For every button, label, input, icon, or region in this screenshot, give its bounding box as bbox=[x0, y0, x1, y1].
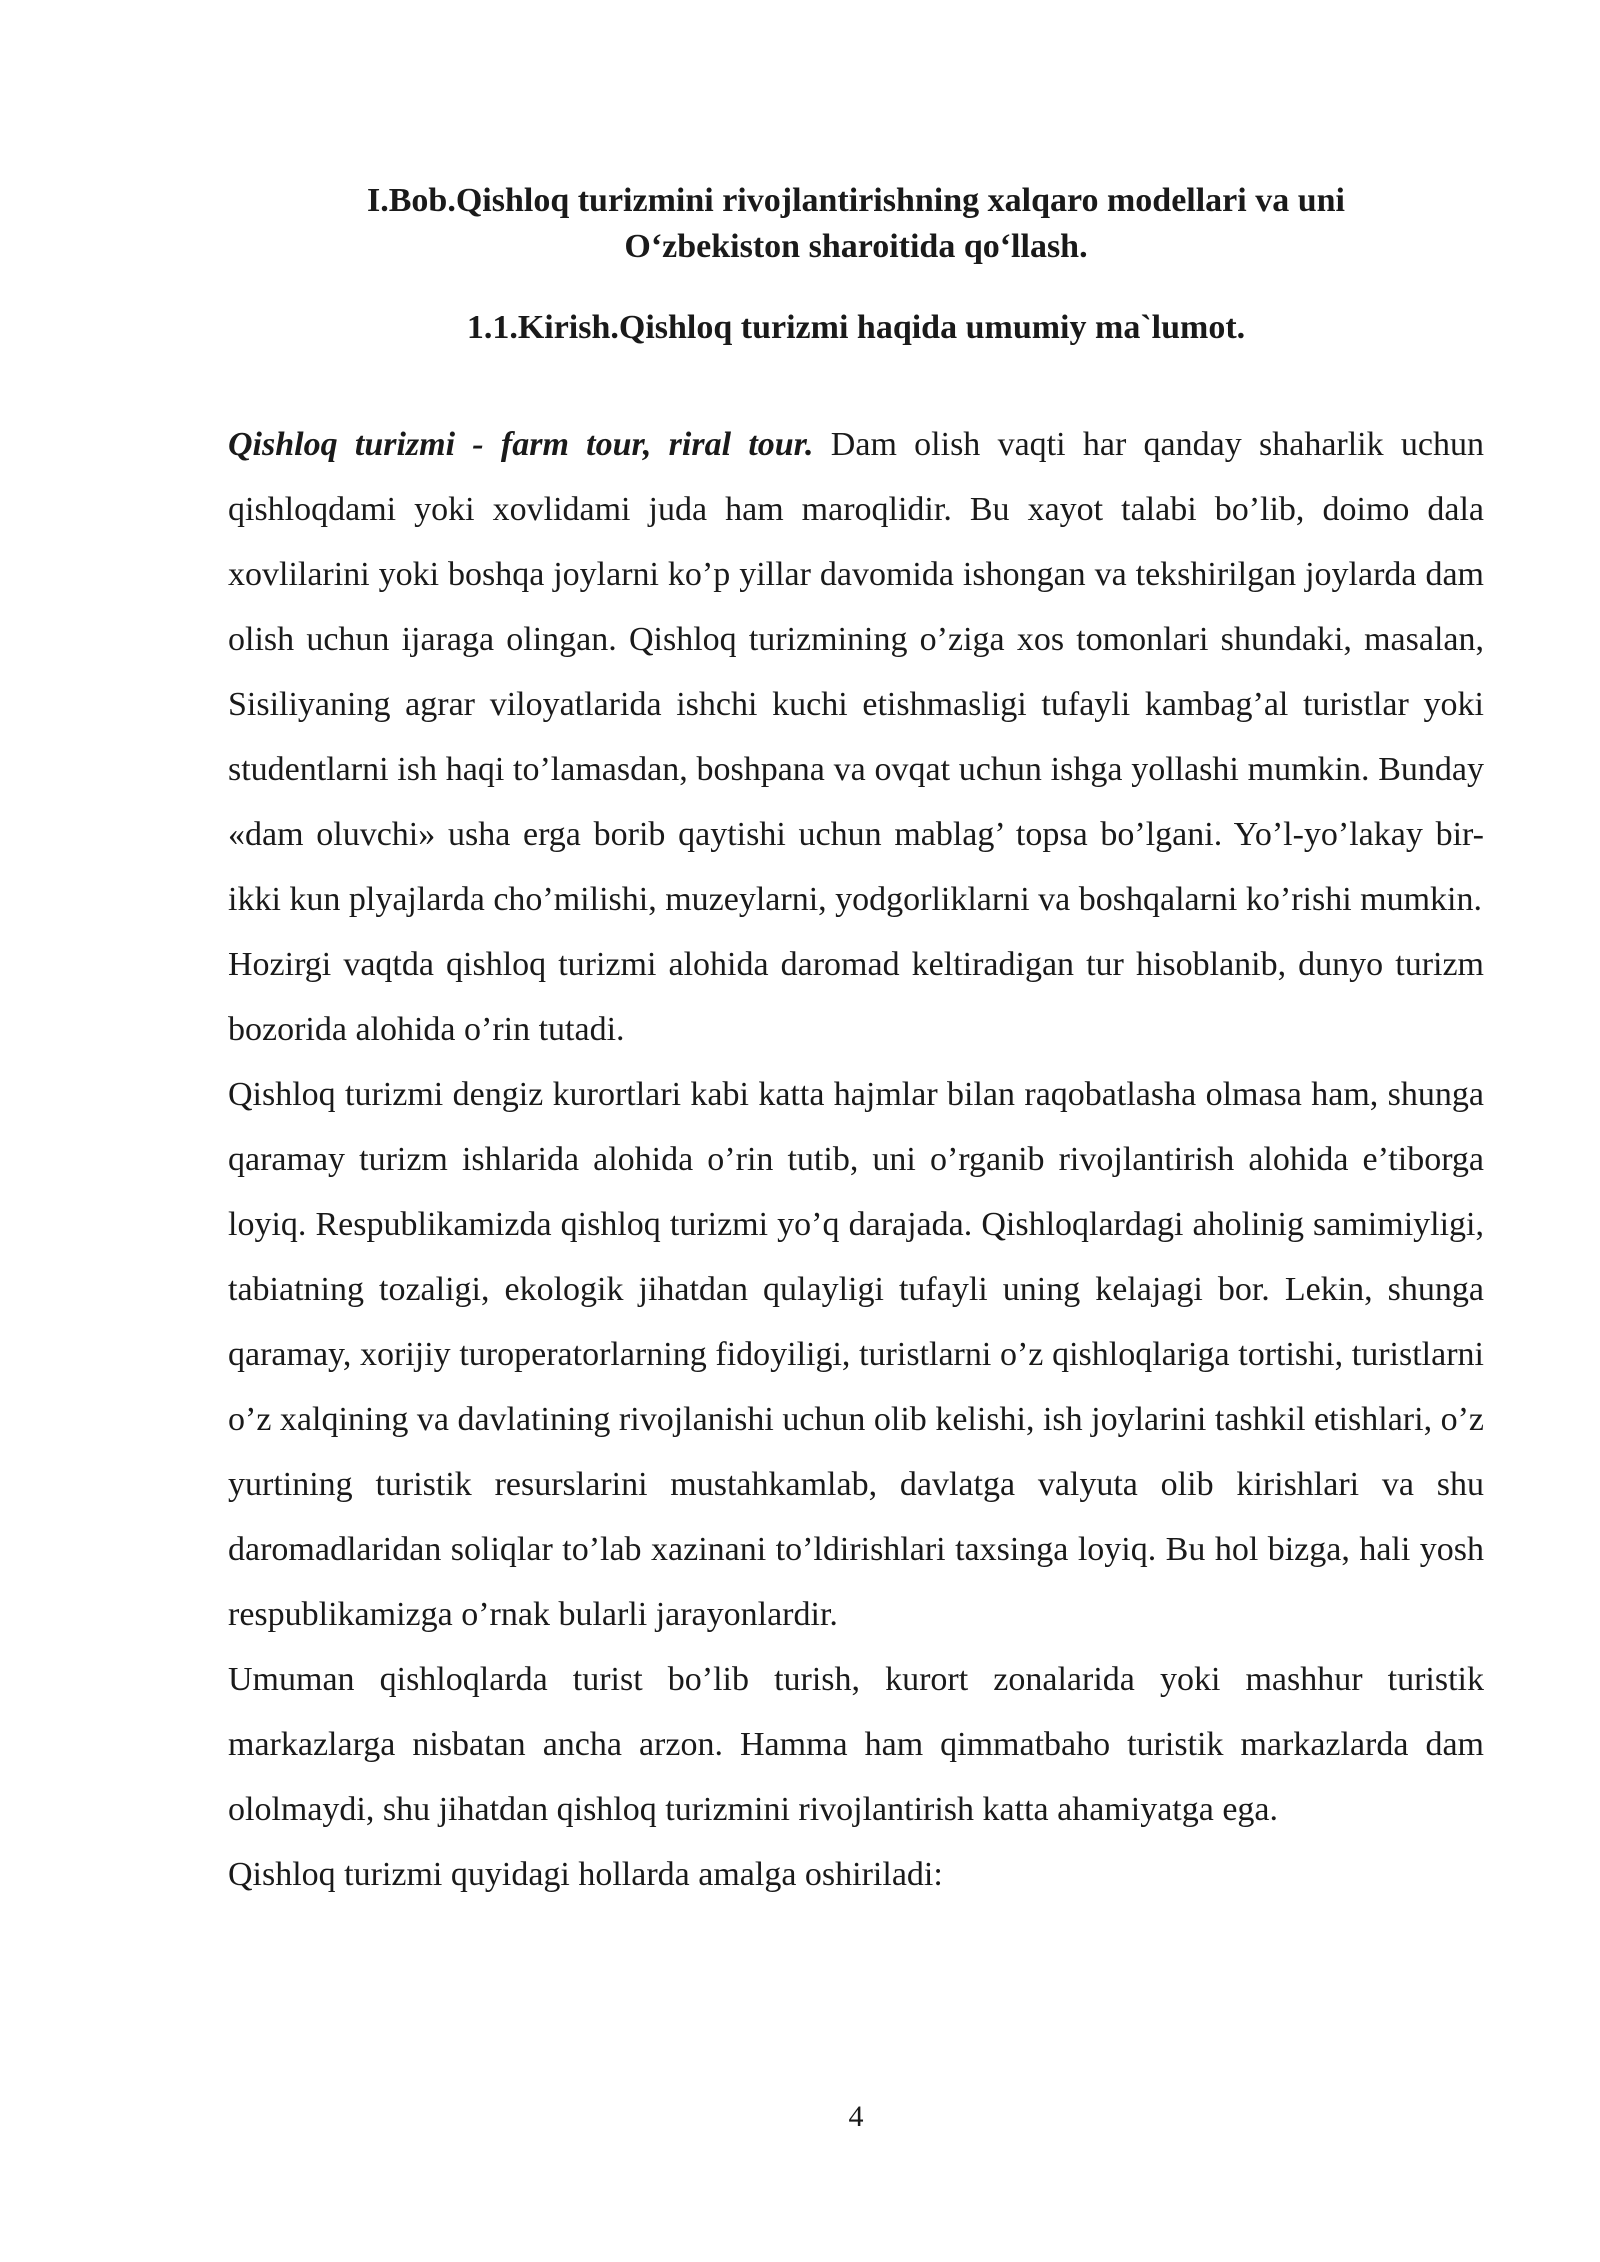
section-title: 1.1.Kirish.Qishloq turizmi haqida umumiy ma`lumot. bbox=[466, 309, 1246, 346]
chapter-title-line1: I.Bob.Qishloq turizmini rivojlantirishning xalqaro modellari va uni bbox=[367, 182, 1345, 219]
lead-term: Qishloq turizmi - farm tour, riral tour. bbox=[228, 426, 814, 463]
paragraph-1-text: Dam olish vaqti har qanday shaharlik uchun qishloqdami yoki xovlidami juda ham maroqlidir. Bu xayot talabi bo’lib, doimo dala xovlilarini yoki boshqa joylarni ko’p yillar davomida ishongan va tekshirilgan joylarda dam olish uchun ijaraga olingan. Qishloq turizmining o’ziga xos tomonlari shundaki, masalan, Sisiliyaning agrar viloyatlarida ishchi kuchi etishmasligi tufayli kambag’al turistlar yoki studentlarni ish haqi to’lamasdan, boshpana va ovqat uchun ishga yollashi mumkin. Bunday «dam oluvchi» usha erga borib qaytishi uchun mablag’ topsa bo’lgani. Yo’l-yo’lakay bir-ikki kun plyajlarda cho’milishi, muzeylarni, yodgorliklarni va boshqalarni ko’rishi mumkin. bbox=[228, 426, 1485, 918]
chapter-title bbox=[228, 178, 1484, 270]
paragraph-1 bbox=[228, 412, 1484, 932]
paragraph-2: Hozirgi vaqtda qishloq turizmi alohida daromad keltiradigan tur hisoblanib, dunyo turizm bozorida alohida o’rin tutadi. bbox=[228, 946, 1484, 1048]
paragraph-3: Qishloq turizmi dengiz kurortlari kabi katta hajmlar bilan raqobatlasha olmasa ham, shunga qaramay turizm ishlarida alohida o’rin tutib, uni o’rganib rivojlantirish alohida e’tiborga loyiq. Respublikamizda qishloq turizmi yo’q darajada. Qishloqlardagi aholinig samimiyligi, tabiatning tozaligi, ekologik jihatdan qulayligi tufayli uning kelajagi bor. Lekin, shunga qaramay, xorijiy turoperatorlarning fidoyiligi, turistlarni o’z qishloqlariga tortishi, turistlarni o’z xalqining va davlatining rivojlanishi uchun olib kelishi, ish joylarini tashkil etishlari, o’z yurtining turistik resurslarini mustahkamlab, davlatga valyuta olib kirishlari va shu daromadlaridan soliqlar to’lab xazinani to’ldirishlari taxsinga loyiq. Bu hol bizga, hali yosh respublikamizga o’rnak bularli jarayonlardir. bbox=[228, 1076, 1484, 1633]
document-page bbox=[228, 0, 1484, 2262]
body-text bbox=[228, 412, 1484, 1907]
chapter-title-line2: O‘zbekiston sharoitida qo‘llash. bbox=[624, 228, 1088, 265]
paragraph-4: Umuman qishloqlarda turist bo’lib turish, kurort zonalarida yoki mashhur turistik markazlarga nisbatan ancha arzon. Hamma ham qimmatbaho turistik markazlarda dam ololmaydi, shu jihatdan qishloq turizmini rivojlantirish katta ahamiyatga ega. bbox=[228, 1661, 1484, 1828]
page-number: 4 bbox=[848, 2100, 864, 2133]
paragraph-5: Qishloq turizmi quyidagi hollarda amalga oshiriladi: bbox=[228, 1856, 943, 1893]
